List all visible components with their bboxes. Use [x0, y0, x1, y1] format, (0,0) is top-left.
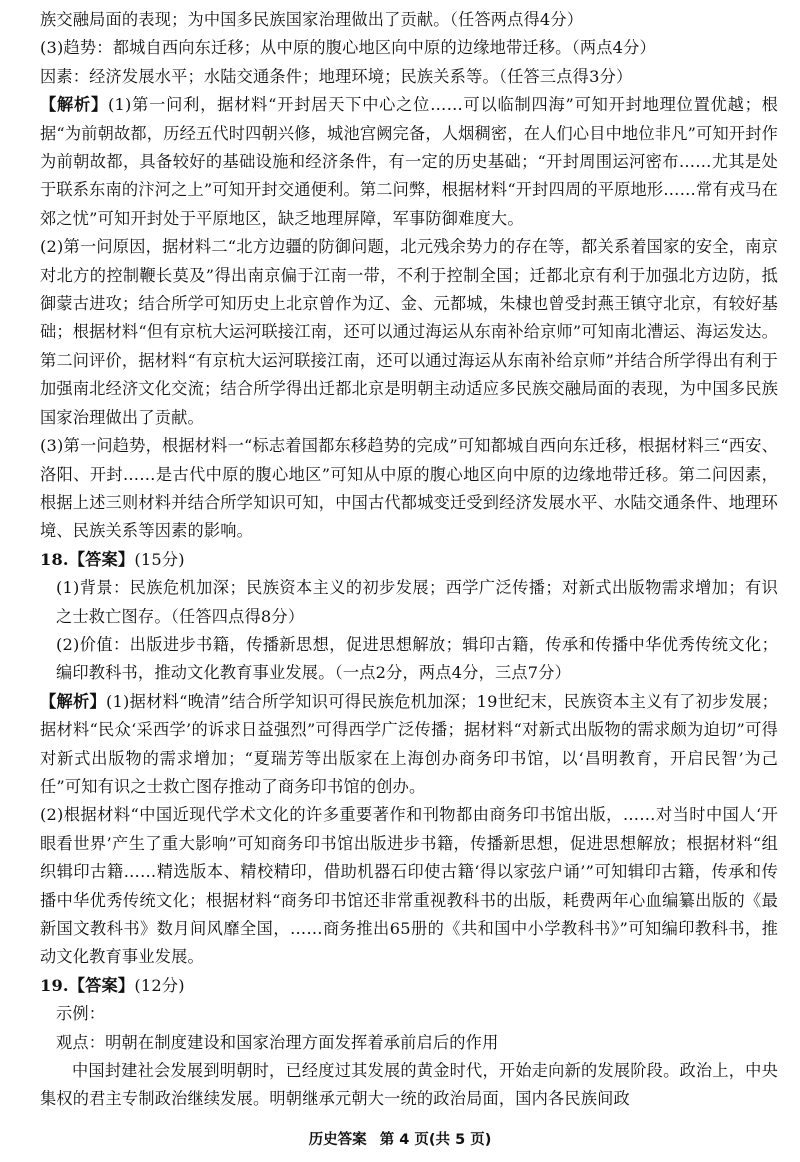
analysis-text-1: (1)第一问利，据材料“开封居天下中心之位……可以临制四海”可知开封地理位置优越；根据“为前朝故都，历经五代时四朝兴修，城池宫阙完备，人烟稠密，在人们心目中地位非凡”可知开封作为前朝故都，具备较好的基础设施和经济条件，有一定的历史基础；“开封周围运河密布……尤其是处于联系东南的汴河之上”可知开封交通便利。第二问弊，根据材料“开封四周的平原地形……常有戎马在郊之忧”可知开封处于平原地区，缺乏地理屏障，军事防御难度大。 — [40, 95, 778, 228]
question-number: 18. — [40, 549, 69, 569]
question-19-header — [40, 972, 778, 1000]
question-number: 19. — [40, 975, 69, 995]
score: (15分) — [134, 549, 185, 569]
q18-analysis-1 — [40, 688, 778, 802]
footer-page-number: 第 4 页(共 5 页) — [379, 1132, 492, 1148]
score: (12分) — [134, 975, 185, 995]
essay-body: 中国封建社会发展到明朝时，已经度过其发展的黄金时代，开始走向新的发展阶段。政治上，中央集权的君主专制政治继续发展。明朝继承元朝大一统的政治局面，国内各民族间政 — [40, 1061, 778, 1109]
q18-answer-1: (1)背景：民族危机加深；民族资本主义的初步发展；西学广泛传播；对新式出版物需求增加；有识之士救亡图存。（任答四点得8分） — [56, 578, 778, 626]
page-footer — [0, 1128, 800, 1149]
question-18-header — [40, 546, 778, 574]
footer-subject: 历史答案 — [308, 1132, 367, 1148]
analysis-part-2: (2)第一问原因，据材料二“北方边疆的防御问题，北元残余势力的存在等，都关系着国家的安全，南京对北方的控制鞭长莫及”得出南京偏于江南一带，不利于控制全国；迁都北京有利于加强北方边防，抵御蒙古进攻；结合所学可知历史上北京曾作为辽、金、元都城，朱棣也曾受封燕王镇守北京，有较好基础；根据材料“但有京杭大运河联接江南，还可以通过海运从东南补给京师”可知南北漕运、海运发达。第二问评价，据材料“有京杭大运河联接江南，还可以通过海运从东南补给京师”并结合所学得出有利于加强南北经济文化交流；结合所学得出迁都北京是明朝主动适应多民族交融局面的表现，为中国多民族国家治理做出了贡献。 — [40, 237, 778, 427]
q18-analysis-text-1: (1)据材料“晚清”结合所学知识可得民族危机加深；19世纪末，民族资本主义有了初步发展；据材料“民众‘采西学’的诉求日益强烈”可得西学广泛传播；据材料“对新式出版物的需求颇为迫切”可得对新式出版物的需求增加；“夏瑞芳等出版家在上海创办商务印书馆，以‘昌明教育，开启民智’为己任”可知有识之士救亡图存推动了商务印书馆的创办。 — [40, 691, 778, 796]
factor-answer: 因素：经济发展水平；水陆交通条件；地理环境；民族关系等。（任答三点得3分） — [40, 66, 633, 86]
analysis-tag: 【解析】 — [40, 691, 106, 711]
analysis-part-3: (3)第一问趋势，根据材料一“标志着国都东移趋势的完成”可知都城自西向东迁移，根据材料三“西安、洛阳、开封……是古代中原的腹心地区”可知从中原的腹心地区向中原的边缘地带迁移。第二问因素，根据上述三则材料并结合所学知识可知，中国古代都城变迁受到经济发展水平、水陆交通条件、地理环境、民族关系等因素的影响。 — [40, 436, 778, 541]
text-line: 族交融局面的表现；为中国多民族国家治理做出了贡献。（任答两点得4分） — [40, 10, 584, 29]
analysis-part-1 — [40, 91, 778, 233]
viewpoint: 观点：明朝在制度建设和国家治理方面发挥着承前启后的作用 — [56, 1032, 499, 1052]
trend-answer: (3)趋势：都城自西向东迁移；从中原的腹心地区向中原的边缘地带迁移。（两点4分） — [40, 38, 656, 58]
q18-answer-2: (2)价值：出版进步书籍，传播新思想，促进思想解放；辑印古籍，传承和传播中华优秀传统文化；编印教科书，推动文化教育事业发展。（一点2分，两点4分，三点7分） — [56, 634, 778, 683]
analysis-tag: 【解析】 — [40, 95, 108, 115]
example-label: 示例： — [56, 1004, 106, 1024]
answer-tag: 【答案】 — [68, 549, 135, 569]
q18-analysis-2: (2)根据材料“中国近现代学术文化的许多重要著作和刊物都由商务印书馆出版，……对当时中国人‘开眼看世界’产生了重大影响”可知商务印书馆出版进步书籍，传播新思想，促进思想解放；根据材料“组织辑印古籍……精选版本、精校精印，借助机器石印使古籍‘得以家弦户诵’”可知辑印古籍，传承和传播中华优秀传统文化；根据材料“商务印书馆还非常重视教科书的出版，耗费两年心血编纂出版的《最新国文教科书》数月间风靡全国，……商务推出65册的《共和国中小学教科书》”可知编印教科书，推动文化教育事业发展。 — [40, 805, 778, 967]
answer-tag: 【答案】 — [68, 975, 135, 995]
page-content — [40, 6, 778, 1114]
